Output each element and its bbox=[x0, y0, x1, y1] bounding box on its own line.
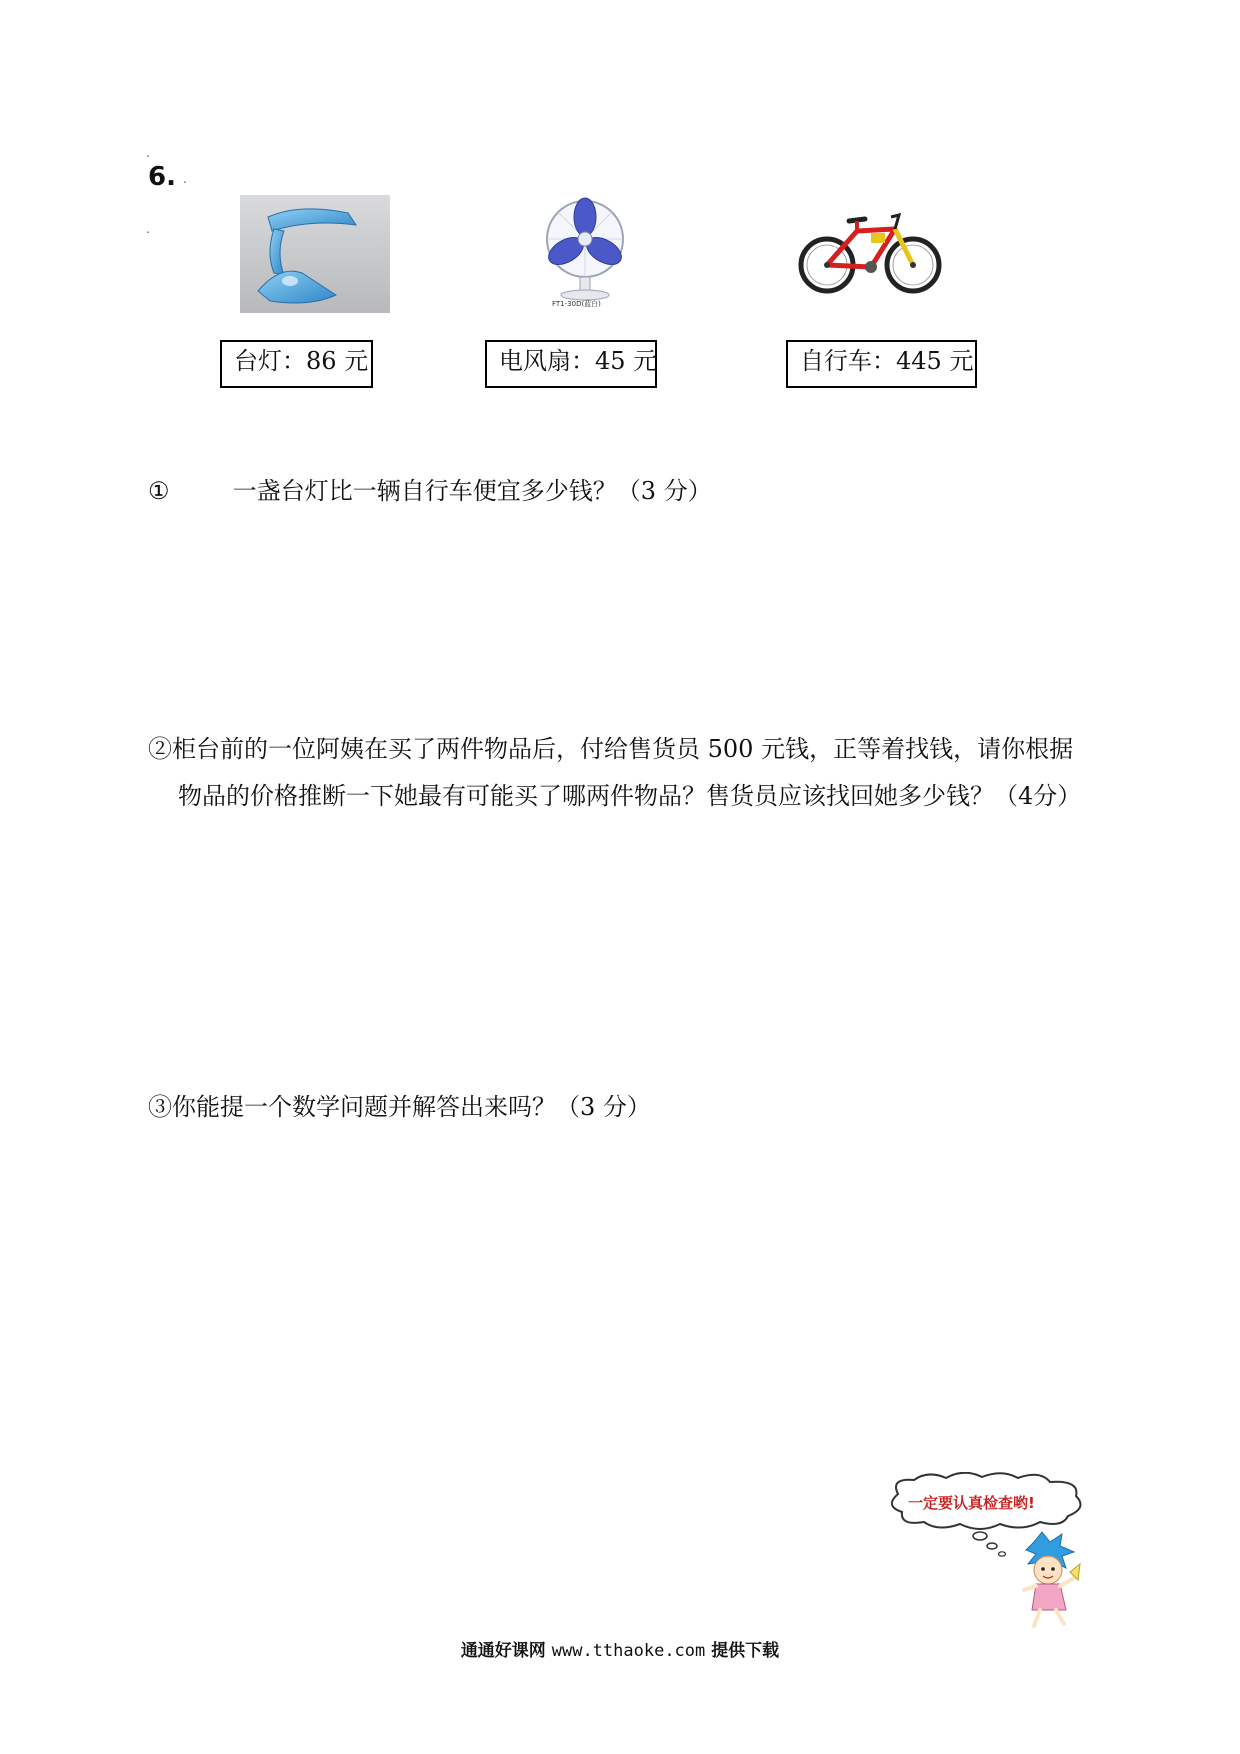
electric-fan-picture bbox=[510, 195, 660, 313]
stray-dot: . bbox=[183, 172, 187, 186]
desk-lamp-icon bbox=[240, 195, 390, 313]
question-1 bbox=[148, 468, 712, 515]
question-text-line-1: 柜台前的一位阿姨在买了两件物品后，付给售货员 500 元钱，正等着找钱，请你根据 bbox=[172, 735, 1074, 763]
desk-lamp-picture bbox=[240, 195, 390, 313]
question-marker: ③ bbox=[148, 1093, 172, 1121]
problem-number: 6. bbox=[148, 162, 176, 192]
item-price: 445 bbox=[896, 347, 942, 375]
item-name: 电风扇 bbox=[499, 347, 571, 375]
question-text: 一盏台灯比一辆自行车便宜多少钱？（3 分） bbox=[232, 477, 712, 505]
fan-model-label: FT1-30D(蓝白) bbox=[552, 300, 601, 308]
question-2 bbox=[148, 726, 1081, 820]
price-tag-electric-fan bbox=[485, 340, 657, 388]
price-tag-bicycle bbox=[786, 340, 977, 388]
question-marker: ② bbox=[148, 735, 172, 763]
question-3 bbox=[148, 1084, 651, 1131]
question-text: 你能提一个数学问题并解答出来吗？（3 分） bbox=[172, 1093, 651, 1121]
footer-url[interactable]: www.tthaoke.com bbox=[551, 1641, 706, 1661]
price-unit: 元 bbox=[633, 347, 658, 375]
reminder-text: 一定要认真检查哟! bbox=[908, 1494, 1035, 1512]
stray-dot: . bbox=[146, 146, 150, 160]
footer-prefix: 通通好课网 bbox=[460, 1641, 546, 1661]
footer-suffix: 提供下载 bbox=[711, 1641, 780, 1661]
bicycle-picture bbox=[795, 195, 945, 313]
item-name: 台灯 bbox=[234, 347, 282, 375]
question-text-line-2: 物品的价格推断一下她最有可能买了哪两件物品？售货员应该找回她多少钱？（4分） bbox=[178, 782, 1082, 810]
footer bbox=[0, 1636, 1240, 1661]
colon: ： bbox=[571, 347, 595, 375]
item-price: 45 bbox=[595, 347, 626, 375]
stray-dot: . bbox=[146, 222, 150, 236]
price-unit: 元 bbox=[949, 347, 974, 375]
reminder-cartoon bbox=[884, 1472, 1089, 1632]
item-price: 86 bbox=[306, 347, 337, 375]
price-tag-desk-lamp bbox=[220, 340, 373, 388]
colon: ： bbox=[872, 347, 896, 375]
electric-fan-icon bbox=[510, 195, 660, 313]
question-marker: ① bbox=[148, 477, 170, 505]
item-name: 自行车 bbox=[800, 347, 872, 375]
price-unit: 元 bbox=[344, 347, 369, 375]
colon: ： bbox=[282, 347, 306, 375]
bicycle-icon bbox=[795, 195, 945, 313]
